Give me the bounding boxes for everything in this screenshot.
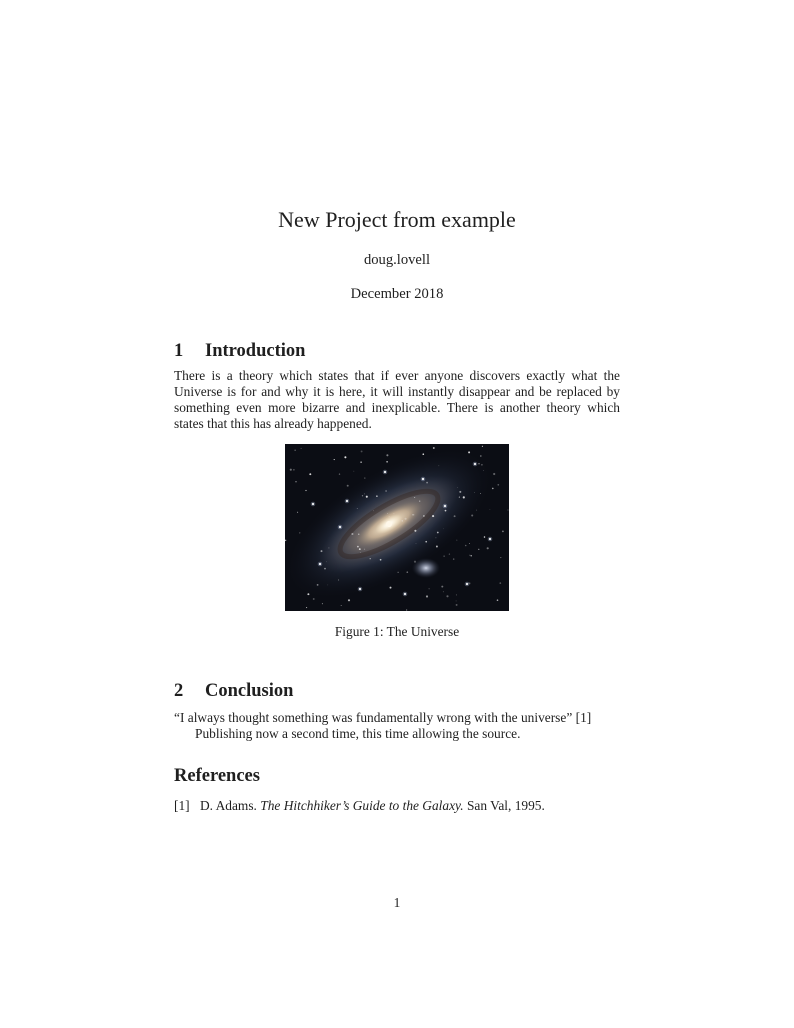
section-title: Conclusion xyxy=(205,680,294,701)
figure-caption: Figure 1: The Universe xyxy=(334,623,460,639)
conclusion-second-line: Publishing now a second time, this time allowing the source. xyxy=(195,725,521,741)
universe-galaxy-image xyxy=(285,444,509,611)
reference-title: The Hitchhiker’s Guide to the Galaxy. xyxy=(260,797,464,813)
references-heading: References xyxy=(174,765,260,786)
document-author: doug.lovell xyxy=(363,252,431,268)
companion-galaxy xyxy=(412,558,440,578)
figure-container xyxy=(174,444,620,611)
conclusion-paragraph xyxy=(174,710,620,742)
section-heading-introduction xyxy=(174,340,620,362)
conclusion-quote-line: “I always thought something was fundamentally wrong with the universe” [1] xyxy=(174,709,592,725)
reference-authors: D. Adams. xyxy=(200,797,257,813)
page-number: 1 xyxy=(393,895,401,910)
section-number: 2 xyxy=(174,680,184,701)
section-title: Introduction xyxy=(205,341,306,361)
section-heading-conclusion xyxy=(174,680,620,702)
introduction-paragraph: There is a theory which states that if ever anyone discovers exactly what the Universe is for and why it is here, it will instantly disappear and be replaced by something even more bizarre and inexplicable. There is another theory which states that this has already happened. xyxy=(174,368,620,431)
reference-label: [1] xyxy=(174,797,190,813)
document-date: December 2018 xyxy=(350,286,444,302)
reference-entry xyxy=(174,798,620,814)
section-number: 1 xyxy=(174,341,184,361)
reference-publisher: San Val, 1995. xyxy=(466,797,545,813)
text-column xyxy=(174,0,620,814)
reference-text xyxy=(200,798,545,814)
document-title: New Project from example xyxy=(278,207,516,232)
